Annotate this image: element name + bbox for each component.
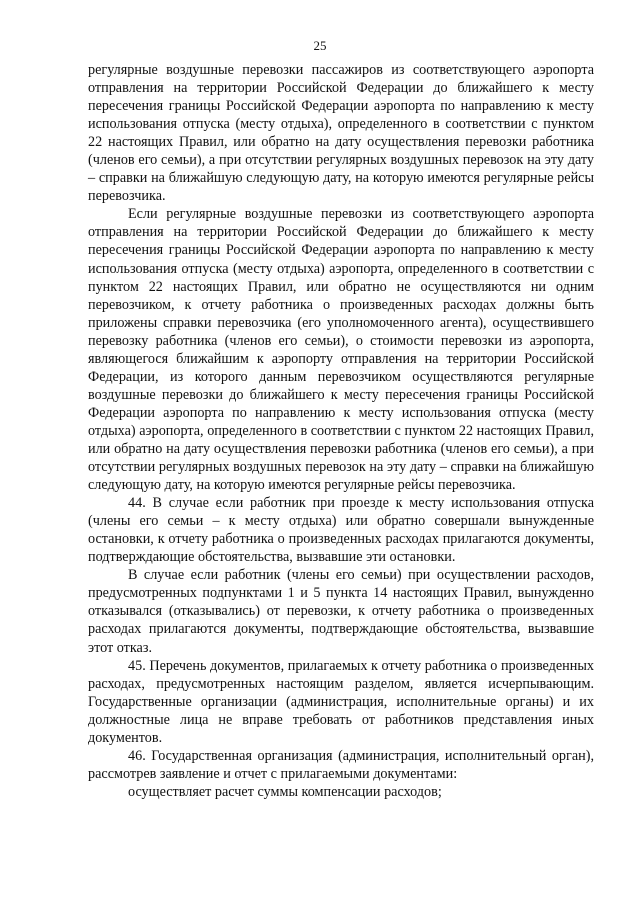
paragraph-continuation: регулярные воздушные перевозки пассажиров из соответствующего аэропорта отправления на территории Российской Федерации до ближайшего к месту пересечения границы Российской Федерации аэропорта по направлению к месту использования отпуска (месту отдыха), определенного в соответствии с пунктом 22 настоящих Правил, или обратно на дату осуществления перевозки работника (членов его семьи), а при отсутствии регулярных воздушных перевозок на эту дату – справки на ближайшую следующую дату, на которую имеются регулярные рейсы перевозчика. [88, 62, 594, 205]
page-number: 25 [313, 38, 327, 53]
paragraph-item-44: 44. В случае если работник при проезде к месту использования отпуска (члены его семьи – к месту отдыха) или обратно совершали вынужденные остановки, к отчету работника о произведенных расходах прилагаются документы, подтверждающие обстоятельства, вызвавшие эти остановки. [88, 495, 594, 566]
paragraph-compensation-calculation: осуществляет расчет суммы компенсации расходов; [128, 783, 442, 800]
document-body [88, 61, 594, 801]
paragraph-item-46: 46. Государственная организация (администрация, исполнительный орган), рассмотрев заявление и отчет с прилагаемыми документами: [88, 747, 594, 782]
paragraph-air-transport-certificates: Если регулярные воздушные перевозки из соответствующего аэропорта отправления на территории Российской Федерации до ближайшего к месту пересечения границы Российской Федерации аэропорта по направлению к месту использования отпуска (месту отдыха) аэропорта, определенного в соответствии с пунктом 22 настоящих Правил, или обратно не осуществляются ни одним перевозчиком, к отчету работника о произведенных расходах должны быть приложены справки перевозчика (его уполномоченного агента), осуществившего перевозку работника (членов его семьи), о стоимости перевозки из аэропорта, являющегося ближайшим к аэропорту отправления на территории Российской Федерации, из которого данным перевозчиком осуществляются регулярные воздушные перевозки до ближайшего к месту пересечения границы Российской Федерации аэропорта по направлению к месту использования отпуска (месту отдыха) аэропорта, определенного в соответствии с пунктом 22 настоящих Правил, или обратно на дату осуществления перевозки работника (членов его семьи), а при отсутствии регулярных воздушных перевозок на эту дату – справки на ближайшую следующую дату, на которую имеются регулярные рейсы перевозчика. [88, 206, 594, 494]
paragraph-item-45: 45. Перечень документов, прилагаемых к отчету работника о произведенных расходах, предусмотренных настоящим разделом, является исчерпывающим. Государственные организации (администрация, исполнительные органы) и их должностные лица не вправе требовать от работников представления иных документов. [88, 657, 594, 746]
paragraph-forced-refusal: В случае если работник (члены его семьи) при осуществлении расходов, предусмотренных подпунктами 1 и 5 пункта 14 настоящих Правил, вынужденно отказывался (отказывались) от перевозки, к отчету работника о произведенных расходах прилагаются документы, подтверждающие обстоятельства, вызвавшие этот отказ. [88, 567, 594, 656]
